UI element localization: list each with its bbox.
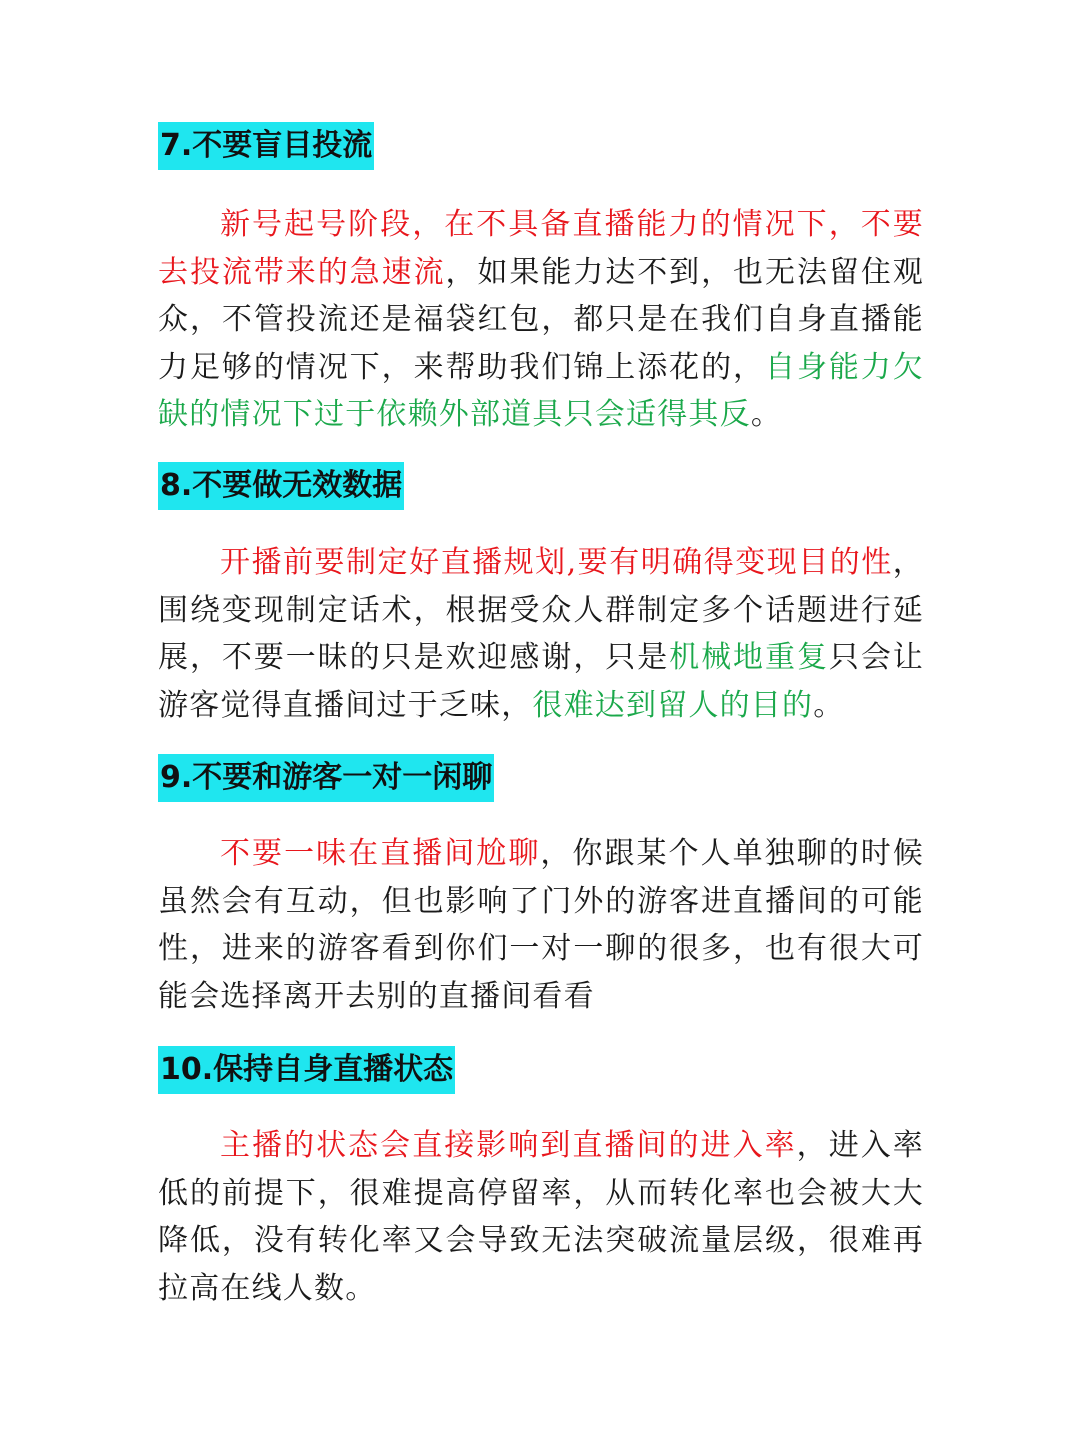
emphasis-green: 自身能力欠缺的情况下过于依赖外部道具只会适得其反	[158, 349, 924, 432]
section-body-7	[158, 201, 924, 439]
emphasis-red: 不要一味在直播间尬聊	[220, 836, 541, 871]
body-text: ，围绕变现制定话术，根据受众人群制定多个话题进行延展，不要一昧的只是欢迎感谢，只是	[158, 545, 924, 675]
body-text: 。	[813, 687, 845, 723]
body-text: ，你跟某个人单独聊的时候虽然会有互动，但也影响了门外的游客进直播间的可能性，进来的游客看到你们一对一聊的很多，也有很大可能会选择离开去别的直播间看看	[158, 836, 925, 1014]
body-text: 。	[750, 397, 783, 432]
emphasis-red: 主播的状态会直接影响到直播间的进入率	[220, 1128, 797, 1163]
section-body-9	[158, 830, 924, 1020]
emphasis-red: 新号起号阶段，在不具备直播能力的情况下，不要去投流带来的急速流	[158, 207, 924, 290]
body-text: 只会让游客觉得直播间过于乏味，	[158, 640, 925, 723]
section-body-8	[158, 539, 924, 729]
section-heading-10: 10.保持自身直播状态	[158, 1046, 455, 1094]
section-heading-9: 9.不要和游客一对一闲聊	[158, 754, 494, 802]
emphasis-green: 很难达到留人的目的	[532, 687, 814, 723]
emphasis-green: 机械地重复	[669, 640, 829, 675]
emphasis-red: 开播前要制定好直播规划,要有明确得变现目的性	[220, 545, 893, 580]
body-text: ，如果能力达不到，也无法留住观众，不管投流还是福袋红包，都只是在我们自身直播能力足够的情况下，来帮助我们锦上添花的，	[158, 254, 924, 385]
section-heading-7: 7.不要盲目投流	[158, 122, 374, 170]
section-heading-8: 8.不要做无效数据	[158, 462, 404, 510]
section-body-10	[158, 1122, 924, 1312]
body-text: ，进入率低的前提下，很难提高停留率，从而转化率也会被大大降低，没有转化率又会导致无法突破流量层级，很难再拉高在线人数。	[158, 1128, 924, 1306]
